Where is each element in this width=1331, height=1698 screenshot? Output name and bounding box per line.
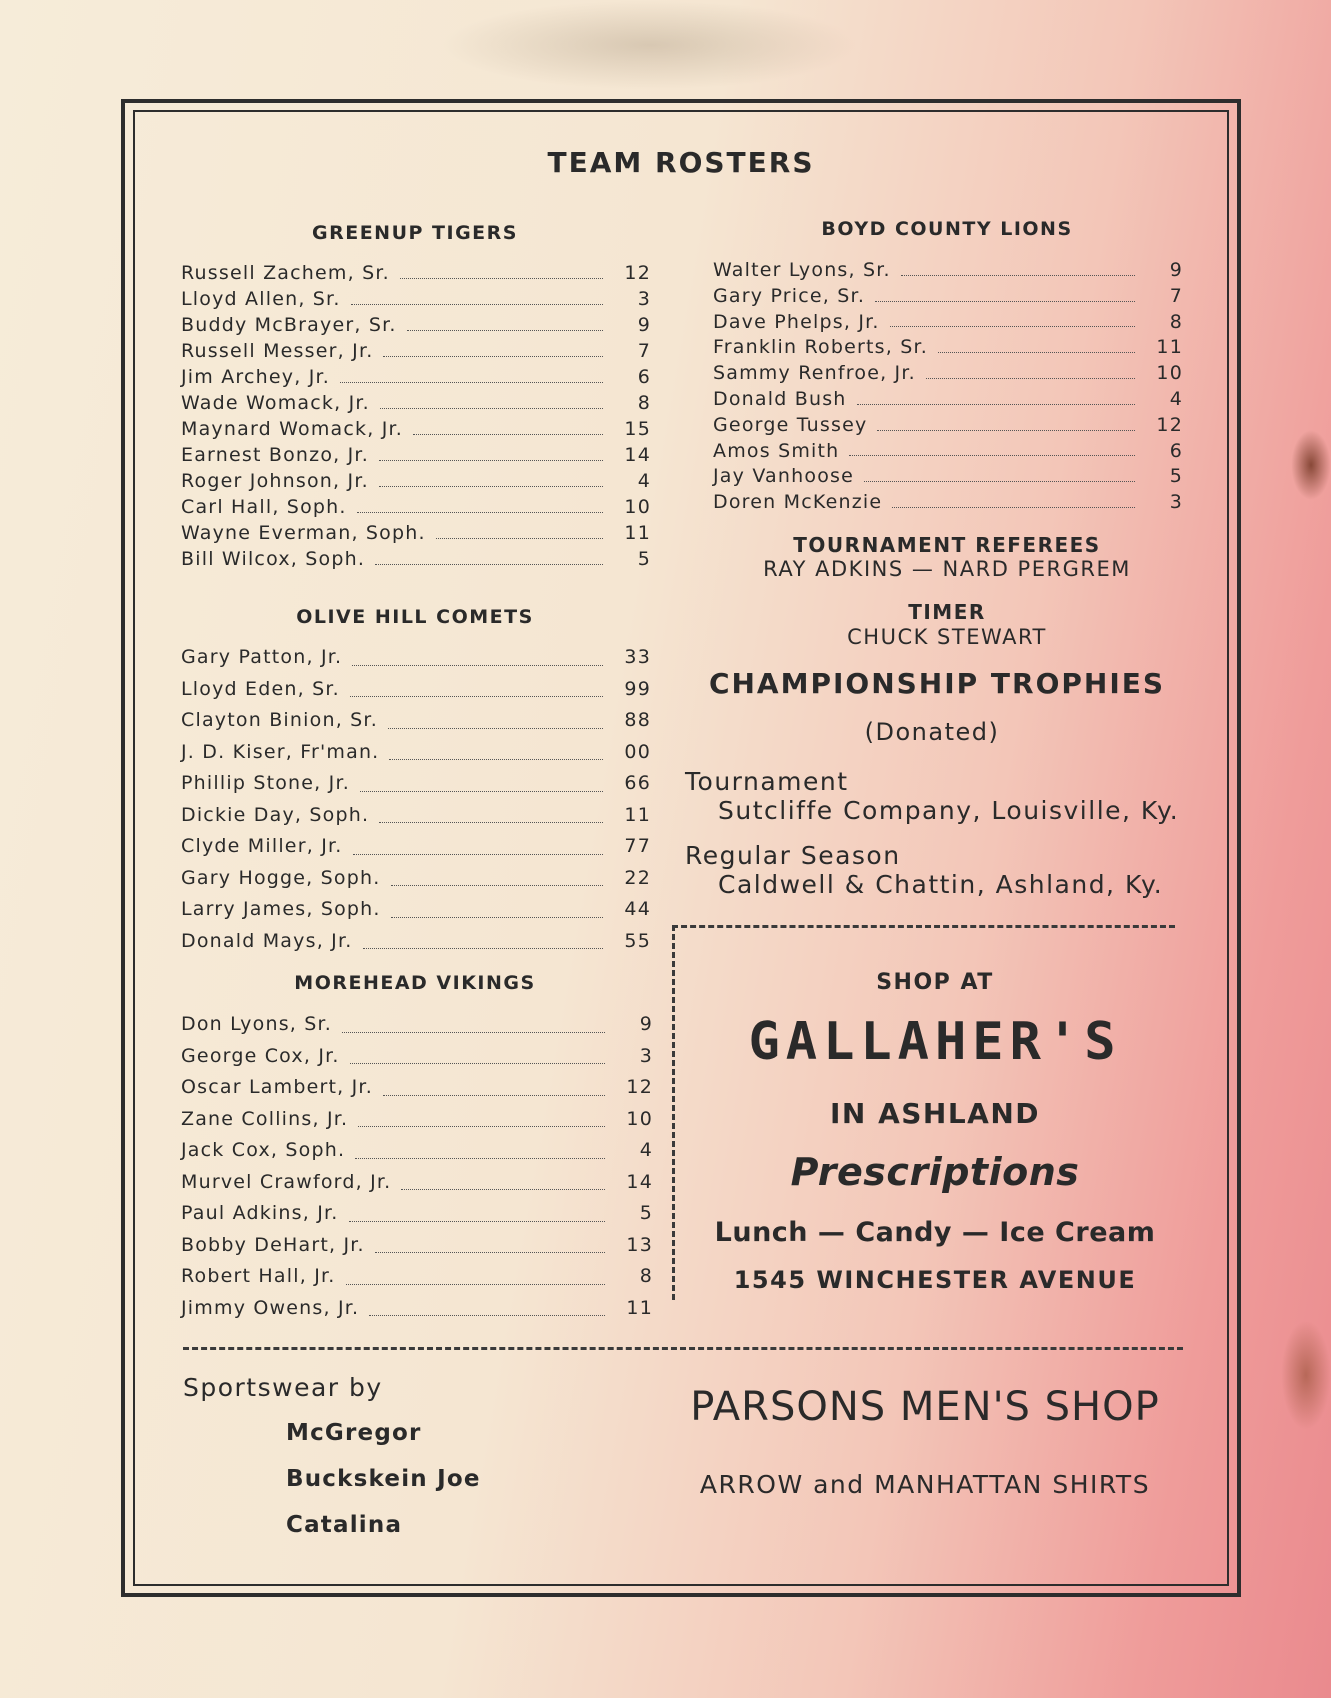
player-number: 5 bbox=[637, 548, 651, 570]
leader-dots bbox=[375, 563, 603, 565]
player-name: Lloyd Eden, Sr. bbox=[181, 677, 340, 700]
player-number: 4 bbox=[639, 1139, 653, 1161]
team-heading-boyd: BOYD COUNTY LIONS bbox=[821, 218, 1073, 240]
player-name: Jay Vanhoose bbox=[713, 465, 855, 488]
player-name: Amos Smith bbox=[713, 439, 840, 462]
roster-row bbox=[181, 1171, 653, 1203]
sportswear-heading: Sportswear by bbox=[183, 1373, 383, 1402]
player-number: 00 bbox=[624, 740, 651, 763]
player-name: Lloyd Allen, Sr. bbox=[181, 288, 341, 310]
player-name: Earnest Bonzo, Jr. bbox=[181, 444, 369, 466]
player-number: 6 bbox=[1169, 439, 1183, 462]
trophy-season-label: Regular Season bbox=[685, 841, 901, 870]
player-number: 10 bbox=[626, 1107, 653, 1130]
sportswear-brand: Buckskein Joe bbox=[286, 1466, 481, 1492]
roster-greenup bbox=[181, 262, 651, 574]
player-number: 12 bbox=[1156, 413, 1183, 436]
ad-store-name: GALLAHER'S bbox=[748, 1012, 1122, 1072]
roster-row bbox=[181, 392, 651, 418]
roster-row bbox=[181, 1234, 653, 1266]
player-name: Donald Bush bbox=[713, 387, 847, 410]
roster-row bbox=[181, 1076, 653, 1108]
roster-row bbox=[181, 548, 651, 574]
roster-row bbox=[713, 414, 1183, 440]
player-number: 11 bbox=[626, 1296, 653, 1319]
roster-row bbox=[181, 1045, 653, 1077]
player-number: 12 bbox=[626, 1076, 653, 1098]
roster-row bbox=[181, 678, 651, 710]
player-number: 7 bbox=[637, 340, 651, 362]
leader-dots bbox=[391, 884, 604, 886]
leader-dots bbox=[926, 377, 1135, 379]
roster-olive-hill bbox=[181, 646, 651, 961]
player-name: Bobby DeHart, Jr. bbox=[181, 1233, 365, 1256]
ad-services: Lunch — Candy — Ice Cream bbox=[714, 1217, 1156, 1248]
leader-dots bbox=[353, 853, 604, 855]
player-number: 33 bbox=[624, 646, 651, 668]
player-name: Gary Patton, Jr. bbox=[181, 646, 343, 668]
team-heading-olive-hill: OLIVE HILL COMETS bbox=[296, 606, 534, 628]
leader-dots bbox=[352, 664, 603, 666]
roster-boyd bbox=[713, 259, 1183, 517]
leader-dots bbox=[892, 506, 1135, 508]
player-name: Dickie Day, Soph. bbox=[181, 803, 370, 826]
trophies-donated: (Donated) bbox=[864, 718, 1000, 746]
roster-row bbox=[181, 867, 651, 899]
player-number: 4 bbox=[637, 470, 651, 492]
player-number: 88 bbox=[624, 709, 651, 731]
roster-row bbox=[713, 388, 1183, 414]
player-name: Buddy McBrayer, Sr. bbox=[181, 314, 397, 336]
player-name: Dave Phelps, Jr. bbox=[713, 310, 880, 333]
ad-location: IN ASHLAND bbox=[829, 1097, 1041, 1130]
leader-dots bbox=[849, 454, 1135, 456]
roster-row bbox=[181, 741, 651, 773]
leader-dots bbox=[346, 1283, 605, 1285]
sportswear-brand: McGregor bbox=[286, 1420, 422, 1446]
roster-row bbox=[181, 646, 651, 678]
leader-dots bbox=[379, 821, 603, 823]
team-heading-greenup: GREENUP TIGERS bbox=[312, 222, 518, 244]
player-name: Paul Adkins, Jr. bbox=[181, 1202, 339, 1224]
leader-dots bbox=[391, 916, 603, 918]
player-number: 3 bbox=[639, 1044, 653, 1067]
page-title: TEAM ROSTERS bbox=[547, 146, 815, 179]
ad-address: 1545 WINCHESTER AVENUE bbox=[733, 1266, 1137, 1294]
ad-prescriptions: Prescriptions bbox=[790, 1150, 1080, 1194]
leader-dots bbox=[413, 433, 603, 435]
player-number: 11 bbox=[624, 803, 651, 826]
leader-dots bbox=[342, 1031, 605, 1033]
roster-row bbox=[181, 709, 651, 741]
roster-row bbox=[181, 314, 651, 340]
player-name: Jack Cox, Soph. bbox=[181, 1139, 346, 1161]
player-name: Gary Price, Sr. bbox=[713, 284, 866, 307]
parsons-name: PARSONS MEN'S SHOP bbox=[690, 1384, 1160, 1430]
roster-row bbox=[181, 930, 651, 962]
leader-dots bbox=[890, 325, 1135, 327]
player-number: 5 bbox=[1169, 465, 1183, 488]
player-number: 12 bbox=[624, 262, 651, 284]
player-number: 9 bbox=[1169, 259, 1183, 281]
leader-dots bbox=[350, 1062, 605, 1064]
roster-row bbox=[181, 496, 651, 522]
roster-row bbox=[713, 491, 1183, 517]
player-name: Zane Collins, Jr. bbox=[181, 1107, 349, 1130]
player-number: 11 bbox=[624, 522, 651, 544]
leader-dots bbox=[383, 355, 603, 357]
player-number: 7 bbox=[1169, 284, 1183, 307]
player-name: Jimmy Owens, Jr. bbox=[181, 1296, 360, 1319]
roster-row bbox=[181, 470, 651, 496]
roster-row bbox=[181, 418, 651, 444]
leader-dots bbox=[375, 1251, 605, 1253]
roster-row bbox=[181, 1013, 653, 1045]
player-number: 5 bbox=[639, 1202, 653, 1224]
leader-dots bbox=[400, 277, 603, 279]
player-name: Wayne Everman, Soph. bbox=[181, 522, 426, 544]
player-name: Wade Womack, Jr. bbox=[181, 392, 370, 414]
leader-dots bbox=[388, 727, 603, 729]
player-name: George Tussey bbox=[713, 413, 868, 436]
leader-dots bbox=[379, 485, 603, 487]
leader-dots bbox=[357, 511, 603, 513]
leader-dots bbox=[877, 429, 1135, 431]
player-name: Maynard Womack, Jr. bbox=[181, 418, 404, 440]
leader-dots bbox=[355, 1157, 605, 1159]
roster-row bbox=[713, 336, 1183, 362]
leader-dots bbox=[857, 403, 1135, 405]
leader-dots bbox=[875, 300, 1135, 302]
player-number: 8 bbox=[637, 392, 651, 414]
player-number: 99 bbox=[624, 677, 651, 700]
referees-names: RAY ADKINS — NARD PERGREM bbox=[763, 557, 1131, 581]
ad-shop-at: SHOP AT bbox=[876, 970, 994, 995]
leader-dots bbox=[349, 1220, 605, 1222]
ink-blot bbox=[1281, 1320, 1331, 1430]
leader-dots bbox=[401, 1188, 605, 1190]
leader-dots bbox=[351, 303, 603, 305]
leader-dots bbox=[407, 329, 603, 331]
trophy-tournament-label: Tournament bbox=[685, 767, 849, 796]
player-name: Murvel Crawford, Jr. bbox=[181, 1170, 392, 1193]
leader-dots bbox=[350, 695, 603, 697]
roster-row bbox=[181, 522, 651, 548]
roster-row bbox=[181, 1139, 653, 1171]
paper-stain bbox=[440, 0, 860, 90]
roster-row bbox=[181, 340, 651, 366]
timer-name: CHUCK STEWART bbox=[847, 625, 1047, 649]
leader-dots bbox=[436, 537, 603, 539]
roster-row bbox=[713, 311, 1183, 337]
player-number: 6 bbox=[637, 366, 651, 388]
leader-dots bbox=[340, 381, 603, 383]
player-number: 9 bbox=[637, 314, 651, 336]
player-number: 10 bbox=[624, 496, 651, 518]
leader-dots bbox=[938, 351, 1135, 353]
player-name: Sammy Renfroe, Jr. bbox=[713, 362, 916, 385]
player-number: 10 bbox=[1156, 362, 1183, 385]
roster-row bbox=[181, 1108, 653, 1140]
player-name: Clyde Miller, Jr. bbox=[181, 835, 343, 857]
roster-row bbox=[181, 835, 651, 867]
roster-row bbox=[713, 465, 1183, 491]
player-name: Larry James, Soph. bbox=[181, 898, 381, 920]
roster-row bbox=[181, 288, 651, 314]
player-number: 8 bbox=[1169, 310, 1183, 333]
leader-dots bbox=[358, 1125, 605, 1127]
trophies-heading: CHAMPIONSHIP TROPHIES bbox=[708, 667, 1166, 700]
roster-row bbox=[181, 772, 651, 804]
roster-row bbox=[181, 444, 651, 470]
player-number: 11 bbox=[1156, 336, 1183, 359]
player-number: 3 bbox=[637, 288, 651, 310]
roster-morehead bbox=[181, 1013, 653, 1328]
leader-dots bbox=[389, 758, 603, 760]
roster-row bbox=[181, 262, 651, 288]
player-name: Walter Lyons, Sr. bbox=[713, 259, 891, 281]
roster-row bbox=[181, 1265, 653, 1297]
player-number: 4 bbox=[1169, 387, 1183, 410]
team-heading-morehead: MOREHEAD VIKINGS bbox=[294, 972, 536, 994]
player-name: Donald Mays, Jr. bbox=[181, 929, 353, 952]
player-name: George Cox, Jr. bbox=[181, 1044, 340, 1067]
player-number: 9 bbox=[639, 1013, 653, 1035]
player-number: 8 bbox=[639, 1265, 653, 1287]
leader-dots bbox=[901, 274, 1135, 276]
player-name: Oscar Lambert, Jr. bbox=[181, 1076, 373, 1098]
player-name: J. D. Kiser, Fr'man. bbox=[181, 740, 380, 763]
roster-row bbox=[713, 259, 1183, 285]
player-number: 14 bbox=[626, 1170, 653, 1193]
player-name: Gary Hogge, Soph. bbox=[181, 866, 381, 889]
roster-row bbox=[181, 1297, 653, 1329]
referees-heading: TOURNAMENT REFEREES bbox=[793, 533, 1101, 557]
player-number: 77 bbox=[624, 835, 651, 857]
leader-dots bbox=[360, 790, 603, 792]
ink-blot bbox=[1291, 430, 1331, 500]
timer-heading: TIMER bbox=[908, 600, 986, 624]
leader-dots bbox=[363, 947, 604, 949]
roster-row bbox=[181, 804, 651, 836]
player-name: Bill Wilcox, Soph. bbox=[181, 548, 366, 570]
leader-dots bbox=[379, 459, 603, 461]
player-name: Russell Zachem, Sr. bbox=[181, 262, 390, 284]
roster-row bbox=[181, 366, 651, 392]
roster-row bbox=[713, 285, 1183, 311]
player-number: 66 bbox=[624, 772, 651, 794]
player-name: Russell Messer, Jr. bbox=[181, 340, 374, 362]
leader-dots bbox=[380, 407, 603, 409]
player-name: Carl Hall, Soph. bbox=[181, 496, 347, 518]
player-name: Jim Archey, Jr. bbox=[181, 366, 331, 388]
player-name: Don Lyons, Sr. bbox=[181, 1013, 333, 1035]
player-name: Robert Hall, Jr. bbox=[181, 1265, 336, 1287]
sportswear-brand: Catalina bbox=[286, 1512, 403, 1538]
roster-row bbox=[181, 898, 651, 930]
player-name: Phillip Stone, Jr. bbox=[181, 772, 350, 794]
leader-dots bbox=[383, 1094, 605, 1096]
trophy-season-donor: Caldwell & Chattin, Ashland, Ky. bbox=[718, 870, 1164, 899]
roster-row bbox=[713, 440, 1183, 466]
player-number: 15 bbox=[624, 418, 651, 440]
player-number: 44 bbox=[624, 898, 651, 920]
player-number: 13 bbox=[626, 1233, 653, 1256]
player-number: 55 bbox=[624, 929, 651, 952]
player-number: 3 bbox=[1169, 491, 1183, 514]
leader-dots bbox=[864, 480, 1135, 482]
leader-dots bbox=[369, 1314, 605, 1316]
player-number: 14 bbox=[624, 444, 651, 466]
player-name: Clayton Binion, Sr. bbox=[181, 709, 378, 731]
trophy-tournament-donor: Sutcliffe Company, Louisville, Ky. bbox=[718, 796, 1180, 825]
roster-row bbox=[181, 1202, 653, 1234]
player-name: Franklin Roberts, Sr. bbox=[713, 336, 929, 359]
section-divider bbox=[183, 1347, 1183, 1350]
player-name: Roger Johnson, Jr. bbox=[181, 470, 369, 492]
roster-row bbox=[713, 362, 1183, 388]
player-number: 22 bbox=[624, 866, 651, 889]
player-name: Doren McKenzie bbox=[713, 491, 883, 514]
parsons-tagline: ARROW and MANHATTAN SHIRTS bbox=[699, 1470, 1151, 1499]
